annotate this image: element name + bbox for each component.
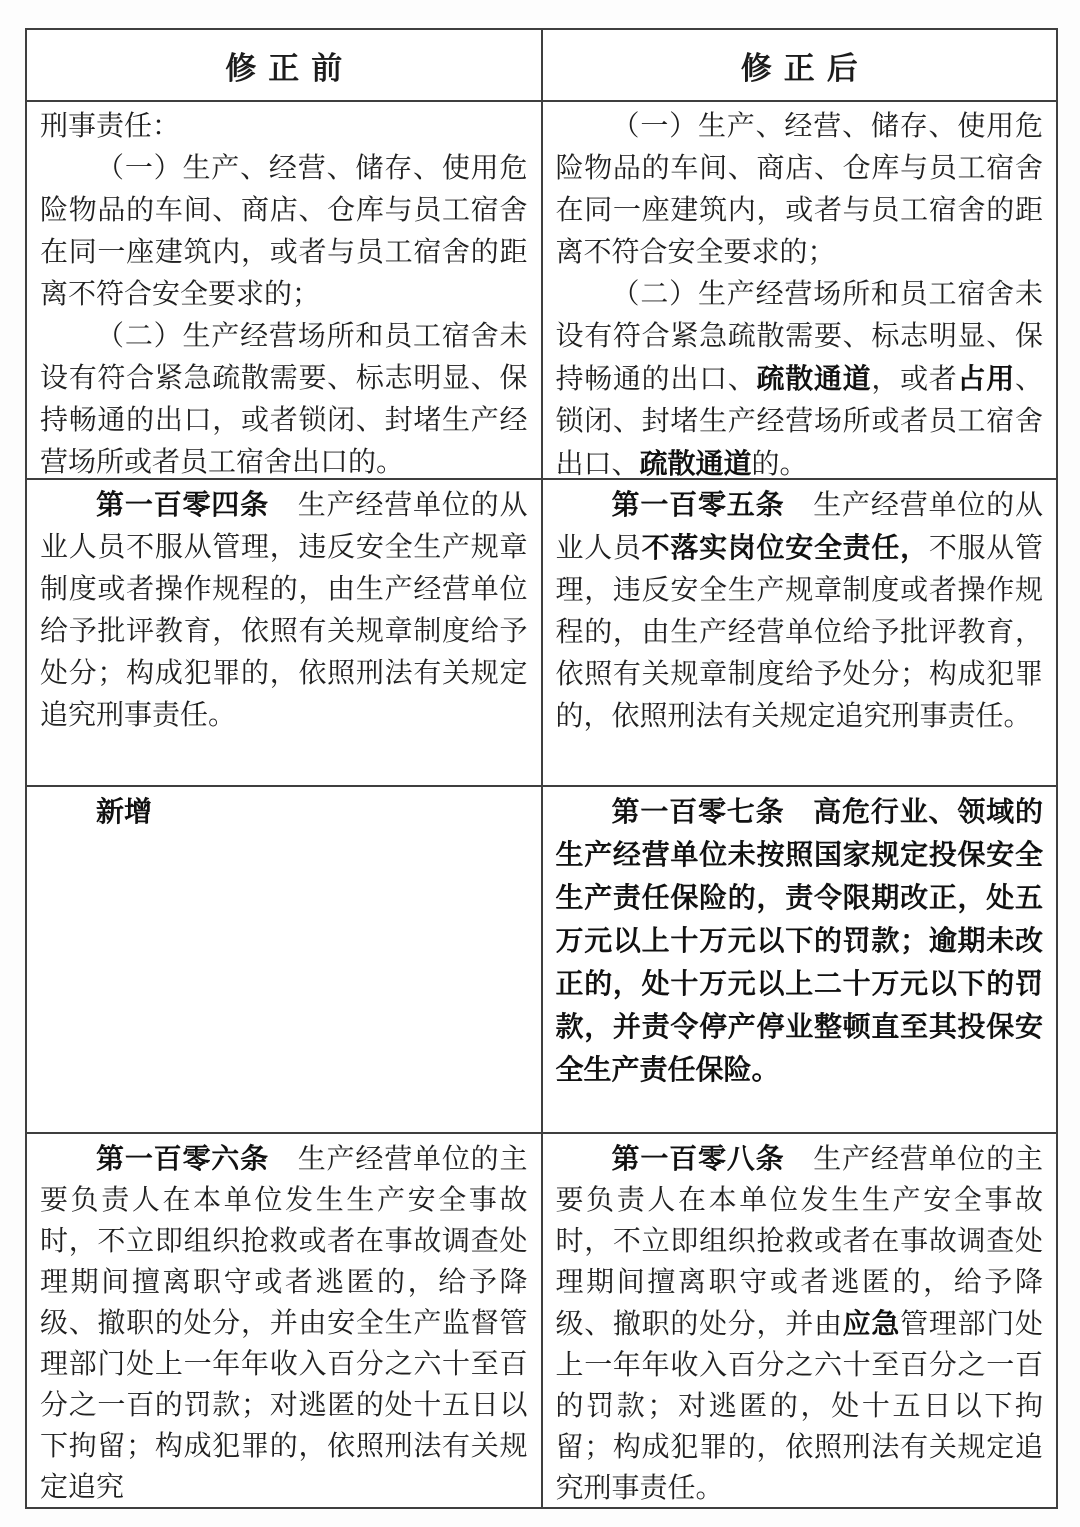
body-text: 生产经营单位的主要负责人在本单位发生生产安全事故时，不立即组织抢救或者在事故调查处理期间擅离职守或者逃匿的，给予降级、撤职的处分，并由安全生产监督管理部门处上一年年收入百分之六十至百分之一百的罚款；对逃匿的处十五日以下拘留；构成犯罪的，依照刑法有关规定追究 — [40, 1144, 528, 1503]
cell-content — [27, 1134, 541, 1505]
cell-content — [27, 102, 541, 476]
paragraph — [40, 484, 528, 737]
emphasis-text: 疏散通道 — [639, 448, 752, 476]
emphasis-text: 第一百零七条 高危行业、领域的生产经营单位未按照国家规定投保安全生产责任保险的，责令限期改正，处五万元以上十万元以下的罚款；逾期未改正的，处十万元以上二十万元以下的罚款，并责令停产停业整顿直至其投保安全生产责任保险。 — [555, 796, 1043, 1085]
cell-content — [27, 480, 541, 783]
cell-before-row2 — [26, 479, 542, 786]
body-text: （二）生产经营场所和员工宿舍未设有符合紧急疏散需要、标志明显、保持畅通的出口、 — [555, 279, 1043, 395]
header-row — [26, 29, 1057, 101]
cell-content — [543, 787, 1057, 1130]
table-row — [26, 479, 1057, 786]
body-text: （二）生产经营场所和员工宿舍未设有符合紧急疏散需要、标志明显、保持畅通的出口，或者锁闭、封堵生产经营场所或者员工宿舍出口的。 — [40, 321, 528, 476]
cell-before-row4 — [26, 1133, 542, 1508]
body-text: 、锁闭、封堵生产经营场所或者员工宿舍出口、 — [555, 364, 1043, 476]
paragraph — [556, 274, 1044, 476]
emphasis-text: 新增 — [96, 796, 153, 827]
body-text: 生产经营单位的主要负责人在本单位发生生产安全事故时，不立即组织抢救或者在事故调查处理期间擅离职守或者逃匿的，给予降级、撤职的处分，并由 — [555, 1144, 1043, 1340]
paragraph — [556, 106, 1044, 274]
cell-content — [543, 102, 1057, 476]
emphasis-text: 第一百零五条 — [611, 489, 785, 520]
emphasis-text: 第一百零六条 — [96, 1143, 269, 1174]
body-text: 生产经营单位的从业人员不服从管理，违反安全生产规章制度或者操作规程的，由生产经营单位给予批评教育，依照有关规章制度给予处分；构成犯罪的，依照刑法有关规定追究刑事责任。 — [40, 490, 528, 731]
emphasis-text: 第一百零四条 — [96, 489, 269, 520]
table-row — [26, 1133, 1057, 1508]
paragraph — [40, 148, 528, 316]
table-body — [26, 101, 1057, 1508]
paragraph — [40, 316, 528, 476]
cell-after-row4 — [542, 1133, 1058, 1508]
paragraph — [556, 484, 1044, 738]
cell-after-row1 — [542, 101, 1058, 479]
paragraph — [556, 791, 1044, 1092]
body-text: ，或者 — [871, 364, 958, 395]
body-text: （一）生产、经营、储存、使用危险物品的车间、商店、仓库与员工宿舍在同一座建筑内，或者与员工宿舍的距离不符合安全要求的； — [555, 111, 1043, 268]
paragraph — [40, 106, 528, 148]
cell-content — [27, 787, 541, 1130]
emphasis-text: 第一百零八条 — [611, 1143, 785, 1174]
table-row — [26, 101, 1057, 479]
body-text: 的。 — [751, 449, 808, 476]
emphasis-text: 疏散通道 — [756, 363, 872, 394]
cell-before-row3 — [26, 786, 542, 1133]
cell-after-row3 — [542, 786, 1058, 1133]
body-text: 管理部门处上一年年收入百分之六十至百分之一百的罚款；对逃匿的，处十五日以下拘留；构成犯罪的，依照刑法有关规定追究刑事责任。 — [555, 1309, 1043, 1504]
comparison-table — [25, 28, 1058, 1509]
column-header-after: 修正后 — [542, 29, 1058, 101]
cell-before-row1 — [26, 101, 542, 479]
body-text: （一）生产、经营、储存、使用危险物品的车间、商店、仓库与员工宿舍在同一座建筑内，或者与员工宿舍的距离不符合安全要求的； — [40, 153, 528, 310]
emphasis-text: 不落实岗位安全责任， — [641, 532, 929, 563]
emphasis-text: 占用 — [957, 363, 1015, 394]
cell-content — [543, 480, 1057, 783]
paragraph — [40, 1138, 528, 1505]
emphasis-text: 应急 — [842, 1308, 901, 1339]
body-text: 不服从管理，违反安全生产规章制度或者操作规程的，由生产经营单位给予批评教育，依照有关规章制度给予处分；构成犯罪的，依照刑法有关规定追究刑事责任。 — [555, 533, 1043, 732]
column-header-before: 修正前 — [26, 29, 542, 101]
paragraph — [556, 1138, 1044, 1505]
cell-after-row2 — [542, 479, 1058, 786]
cell-content — [543, 1134, 1057, 1505]
table-row — [26, 786, 1057, 1133]
body-text: 生产经营单位的从业人员 — [555, 490, 1043, 564]
paragraph — [40, 791, 528, 834]
body-text: 刑事责任： — [40, 111, 181, 142]
